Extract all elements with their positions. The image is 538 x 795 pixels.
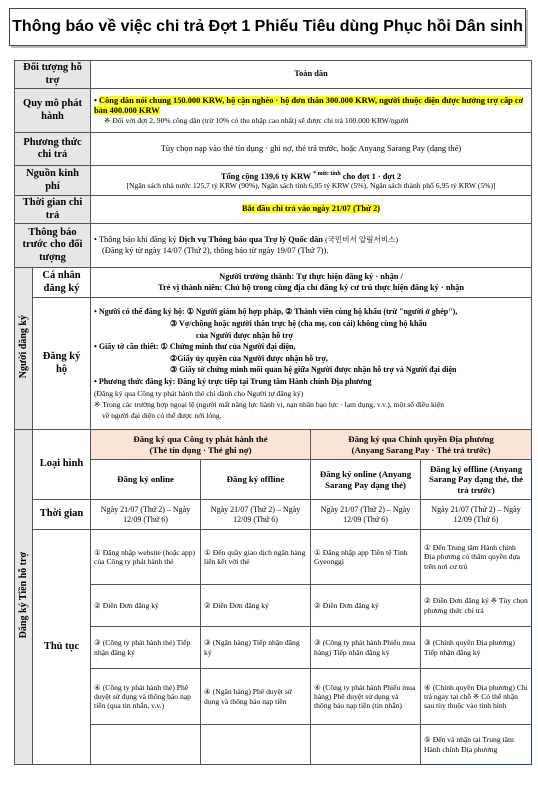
quy-mo-line1: Công dân nói chung 150.000 KRW, hộ cận nghèo · hộ đơn thân 300.000 KRW, người thuộc diện được hưởng trợ cấp cơ bản 400.000 KRW xyxy=(94,95,524,115)
group-dang-ky-tien-label: Đăng ký Tiền hỗ trợ xyxy=(18,551,29,639)
ca-nhan-line1: Người trưởng thành: Tự thực hiện đăng ký · nhận / xyxy=(219,272,403,282)
step-1-col-4: ① Đến Trung tâm Hành chính Địa phương có thẩm quyền dựa trên nơi cư trú xyxy=(421,530,532,585)
step-2-col-4: ② Điền Đơn đăng ký ※ Tùy chọn phương thức chi trả xyxy=(421,585,532,627)
col-group-card-company xyxy=(91,430,311,460)
value-doi-tuong: Toàn dân xyxy=(91,61,532,89)
row-dang-ky-ho xyxy=(15,298,532,430)
step-2-col-1: ② Điền Đơn đăng ký xyxy=(91,585,201,627)
label-thoi-gian: Thời gian chi trả xyxy=(15,196,91,224)
value-thoi-gian xyxy=(91,196,532,224)
loai-hinh-3: Đăng ký online (Anyang Sarang Pay dạng thẻ) xyxy=(311,460,421,500)
row-loai-hinh xyxy=(15,460,532,500)
quy-mo-line2: ※ Đối với đợt 2, 90% công dân (trừ 10% có thu nhập cao nhất) sẽ được chi trả 100.000 KRW/người xyxy=(104,116,409,126)
value-phuong-thuc: Tùy chọn nạp vào thẻ tín dụng · ghi nợ, thẻ trả trước, hoặc Anyang Sarang Pay (dạng thẻ) xyxy=(91,133,532,166)
group-dang-ky-tien xyxy=(15,430,33,765)
step-3-col-4: ③ (Chính quyền Địa phương) Tiếp nhận đăng ký xyxy=(421,627,532,669)
row-ca-nhan xyxy=(15,268,532,298)
row-doi-tuong xyxy=(15,61,532,89)
thong-bao-service: Dịch vụ Thông báo qua Trợ lý Quốc dân xyxy=(178,235,323,245)
loai-hinh-1: Đăng ký online xyxy=(91,460,201,500)
row-step-1 xyxy=(15,530,532,585)
row-nguon-kinh-phi xyxy=(15,166,532,196)
step-5-col-3 xyxy=(311,725,421,765)
row-phuong-thuc xyxy=(15,133,532,166)
group-nguoi-dang-ky-label: Người đăng ký xyxy=(18,314,29,379)
quy-mo-bullet: • xyxy=(94,95,97,105)
thong-bao-prefix: • Thông báo khi đăng ký xyxy=(94,235,177,245)
thoi-gian-dk-4: Ngày 21/07 (Thứ 2) – Ngày 12/09 (Thứ 6) xyxy=(421,500,532,530)
row-thong-bao xyxy=(15,224,532,268)
kinh-phi-scope: cho đợt 1 · đợt 2 xyxy=(342,171,402,181)
label-thu-tuc: Thủ tục xyxy=(33,530,91,765)
row-step-3 xyxy=(15,627,532,669)
ho-line-10: về người đại diện có thể được nới lỏng. xyxy=(102,410,222,420)
label-thoi-gian-dk: Thời gian xyxy=(33,500,91,530)
label-dang-ky-ho: Đăng ký hộ xyxy=(33,298,91,430)
row-step-5 xyxy=(15,725,532,765)
step-4-col-1: ④ (Công ty phát hành thẻ) Phê duyệt sử dụng và thông báo nạp tiền (qua tin nhắn, v.v.) xyxy=(91,669,201,725)
col-group-local-gov xyxy=(311,430,532,460)
label-doi-tuong: Đối tượng hỗ trợ xyxy=(15,61,91,89)
kinh-phi-total: Tổng cộng 139,6 tỷ KRW xyxy=(220,171,311,181)
step-3-col-2: ③ (Ngân hàng) Tiếp nhận đăng ký xyxy=(201,627,311,669)
ho-line-7: • Phương thức đăng ký: Đăng ký trực tiếp tại Trung tâm Hành chính Địa phương xyxy=(94,376,372,386)
group-nguoi-dang-ky xyxy=(15,268,33,430)
loai-hinh-4: Đăng ký offline (Anyang Sarang Pay dạng thẻ, thẻ trả trước) xyxy=(421,460,532,500)
page-title: Thông báo về việc chi trả Đợt 1 Phiếu Tiêu dùng Phục hồi Dân sinh xyxy=(9,8,526,46)
row-thoi-gian-dk xyxy=(15,500,532,530)
ho-line-4: • Giấy tờ cần thiết: ① Chứng minh thư của Người đại diện, xyxy=(94,342,296,352)
label-quy-mo: Quy mô phát hành xyxy=(15,89,91,133)
col-group-gov-title: Đăng ký qua Chính quyền Địa phương xyxy=(348,433,494,444)
thoi-gian-text: Bắt đầu chi trả vào ngày 21/07 (Thứ 2) xyxy=(241,204,381,214)
ho-line-5: ②Giấy ủy quyền của Người được nhận hỗ trợ, xyxy=(170,353,328,363)
row-step-4 xyxy=(15,669,532,725)
ho-line-6: ③ Giấy tờ chứng minh mối quan hệ giữa Người được nhận hỗ trợ và Người đại diện xyxy=(170,365,457,375)
ca-nhan-line2: Trẻ vị thành niên: Chủ hộ trong cùng địa chỉ đăng ký cư trú thực hiện đăng ký · nhận xyxy=(158,282,464,292)
kinh-phi-note: * mức tính xyxy=(313,170,341,177)
thong-bao-korean: (국민비서 알림서비스) xyxy=(325,235,399,245)
row-col-groups xyxy=(15,430,532,460)
row-quy-mo xyxy=(15,89,532,133)
ho-line-2: ③ Vợ/chồng hoặc người thân trực hệ (cha mẹ, con cái) không cùng hộ khẩu xyxy=(170,319,427,329)
loai-hinh-2: Đăng ký offline xyxy=(201,460,311,500)
label-phuong-thuc: Phương thức chi trả xyxy=(15,133,91,166)
value-quy-mo xyxy=(91,89,532,133)
step-5-col-2 xyxy=(201,725,311,765)
step-4-col-2: ④ (Ngân hàng) Phê duyệt sử dụng và thông báo nạp tiền xyxy=(201,669,311,725)
step-2-col-3: ② Điền Đơn đăng ký xyxy=(311,585,421,627)
ho-line-1: • Người có thể đăng ký hộ: ① Người giám hộ hợp pháp, ② Thành viên cùng hộ khẩu (trừ "người ở ghép"), xyxy=(94,307,458,317)
label-nguon-kinh-phi: Nguồn kinh phí xyxy=(15,166,91,196)
col-group-card-sub: (Thẻ tín dụng · Thẻ ghi nợ) xyxy=(149,444,252,455)
step-3-col-3: ③ (Công ty phát hành Phiếu mua hàng) Tiếp nhận đăng ký xyxy=(311,627,421,669)
thong-bao-dates: (Đăng ký từ ngày 14/07 (Thứ 2), thông báo từ ngày 19/07 (Thứ 7)). xyxy=(102,245,329,255)
ho-line-9: ※ Trong các trường hợp ngoại lệ (người mất năng lực hành vi, nạn nhân bạo lực · lạm dụng, v.v.), một số điều kiện xyxy=(94,399,445,409)
step-1-col-2: ① Đến quầy giao dịch ngân hàng liên kết với thẻ xyxy=(201,530,311,585)
value-nguon-kinh-phi xyxy=(91,166,532,196)
step-1-col-3: ① Đăng nhập app Tiền tệ Tỉnh Gyeonggi xyxy=(311,530,421,585)
thoi-gian-dk-2: Ngày 21/07 (Thứ 2) – Ngày 12/09 (Thứ 6) xyxy=(201,500,311,530)
step-2-col-2: ② Điền Đơn đăng ký xyxy=(201,585,311,627)
value-thong-bao xyxy=(91,224,532,268)
label-thong-bao: Thông báo trước cho đối tượng xyxy=(15,224,91,268)
label-loai-hinh: Loại hình xyxy=(33,430,91,500)
value-ca-nhan xyxy=(91,268,532,298)
label-ca-nhan: Cá nhân đăng ký xyxy=(33,268,91,298)
col-group-card-title: Đăng ký qua Công ty phát hành thẻ xyxy=(133,433,268,444)
step-5-col-1 xyxy=(91,725,201,765)
notice-table xyxy=(14,60,532,765)
step-3-col-1: ③ (Công ty phát hành thẻ) Tiếp nhận đăng ký xyxy=(91,627,201,669)
value-dang-ky-ho xyxy=(91,298,532,430)
thoi-gian-dk-3: Ngày 21/07 (Thứ 2) – Ngày 12/09 (Thứ 6) xyxy=(311,500,421,530)
thoi-gian-dk-1: Ngày 21/07 (Thứ 2) – Ngày 12/09 (Thứ 6) xyxy=(91,500,201,530)
step-4-col-4: ④ (Chính quyền Địa phương) Chi trả ngay tại chỗ ※ Có thể nhận sau tùy thuộc vào tình hình xyxy=(421,669,532,725)
step-4-col-3: ④ (Công ty phát hành Phiếu mua hàng) Phê duyệt sử dụng và thông báo nạp tiền (tin nhắn) xyxy=(311,669,421,725)
ho-line-8: (Đăng ký qua Công ty phát hành thẻ chỉ dành cho Người tự đăng ký) xyxy=(94,388,304,398)
kinh-phi-breakdown: [Ngân sách nhà nước 125,7 tỷ KRW (90%), Ngân sách tỉnh 6,95 tỷ KRW (5%), Ngân sách thành phố 6,95 tỷ KRW (5%)] xyxy=(126,181,496,191)
row-thoi-gian xyxy=(15,196,532,224)
step-5-col-4: ⑤ Đến và nhận tại Trung tâm Hành chính Địa phương xyxy=(421,725,532,765)
row-step-2 xyxy=(15,585,532,627)
col-group-gov-sub: (Anyang Sarang Pay · Thẻ trả trước) xyxy=(351,444,491,455)
ho-line-3: của Người được nhận hỗ trợ xyxy=(196,330,293,340)
step-1-col-1: ① Đăng nhập website (hoặc app) của Công ty phát hành thẻ xyxy=(91,530,201,585)
